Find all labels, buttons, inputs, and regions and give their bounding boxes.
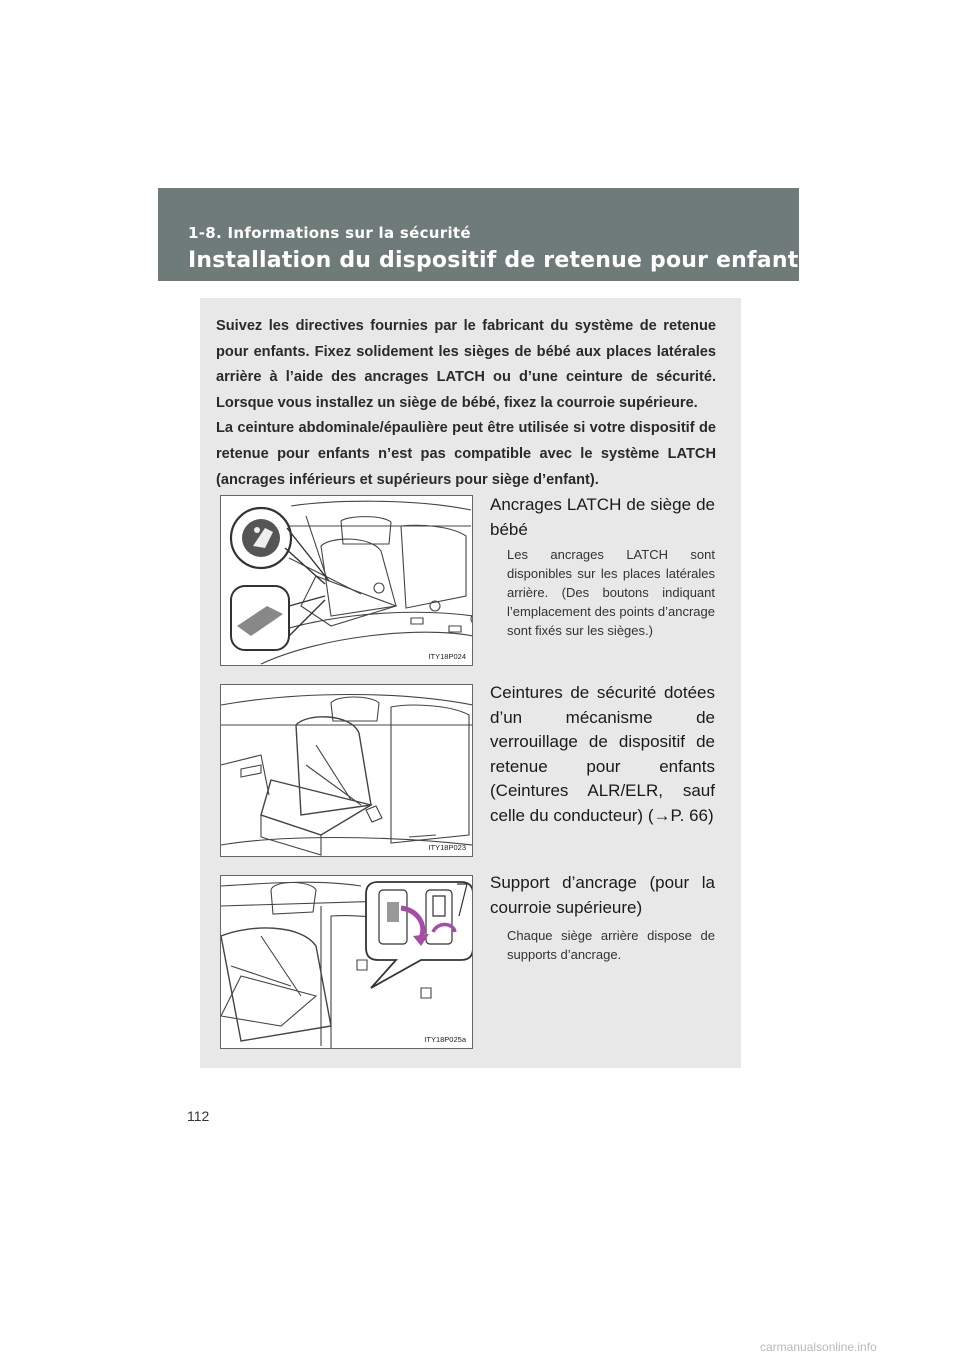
watermark: carmanualsonline.info	[760, 1340, 877, 1354]
item-description: Les ancrages LATCH sont disponibles sur les places latérales arrière. (Des boutons indiquant l’emplacement des points d’ancrage sont fixés sur les sièges.)	[507, 547, 715, 638]
tether-bracket-callout	[366, 882, 473, 988]
item-title: Ceintures de sécurité dotées d’un mécanisme de verrouillage de dispositif de retenue pour enfants (Ceintures ALR/ELR, sauf celle du conducteur) (→P. 66)	[490, 683, 715, 825]
latch-anchors-illustration	[220, 495, 473, 666]
figure-code: ITY18P023	[428, 843, 466, 852]
figure-code: ITY18P025a	[424, 1035, 466, 1044]
intro-paragraph: La ceinture abdominale/épaulière peut être utilisée si votre dispositif de retenue pour enfants n’est pas compatible avec le système LATCH (ancrages inférieurs et supérieurs pour siège d’enfant).	[216, 420, 716, 488]
page-title: Installation du dispositif de retenue pour enfants	[188, 248, 812, 273]
item-title: Support d’ancrage (pour la courroie supérieure)	[490, 873, 715, 917]
figure-code: ITY18P024	[428, 652, 466, 661]
item-title: Ancrages LATCH de siège de bébé	[490, 495, 715, 539]
header-band	[158, 188, 812, 281]
section-label: 1-8. Informations sur la sécurité	[188, 224, 471, 242]
item-description: Chaque siège arrière dispose de supports d’ancrage.	[507, 928, 715, 962]
intro-paragraph: Suivez les directives fournies par le fabricant du système de retenue pour enfants. Fixez solidement les sièges de bébé aux places latérales arrière à l’aide des ancrages LATCH ou d’une ceinture de sécurité. Lorsque vous installez un siège de bébé, fixez la courroie supérieure.	[216, 318, 716, 411]
seat-belt-child-seat-illustration	[220, 684, 473, 857]
anchor-bar-detail	[231, 586, 289, 650]
child-seat-anchor-icon	[231, 508, 291, 568]
intro-text	[216, 314, 716, 493]
page-number: 112	[187, 1108, 210, 1124]
content-panel	[200, 298, 741, 1068]
tether-anchor-illustration	[220, 875, 473, 1049]
